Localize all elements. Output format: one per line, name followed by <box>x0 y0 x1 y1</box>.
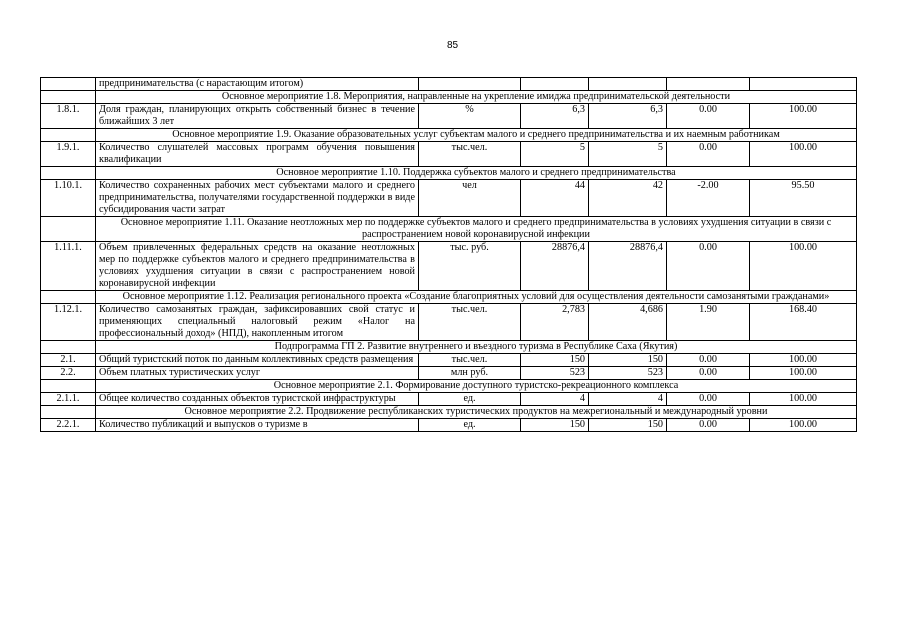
row-number: 2.2. <box>41 367 96 380</box>
section-row <box>41 167 857 180</box>
unit-of-measure: тыс.чел. <box>419 304 521 341</box>
deviation-value: 0.00 <box>667 393 750 406</box>
section-row <box>41 217 857 242</box>
deviation-value: 1.90 <box>667 304 750 341</box>
section-row <box>41 91 857 104</box>
row-number: 2.2.1. <box>41 419 96 432</box>
completion-percent: 100.00 <box>750 367 857 380</box>
section-row <box>41 129 857 142</box>
planned-value: 4 <box>521 393 589 406</box>
section-number-cell <box>41 341 96 354</box>
actual-value: 4 <box>589 393 667 406</box>
planned-value: 28876,4 <box>521 242 589 291</box>
table-row <box>41 393 857 406</box>
unit-of-measure: чел <box>419 180 521 217</box>
section-row <box>41 406 857 419</box>
completion-percent: 95.50 <box>750 180 857 217</box>
unit-of-measure: тыс. руб. <box>419 242 521 291</box>
table-row <box>41 367 857 380</box>
completion-percent: 100.00 <box>750 242 857 291</box>
row-number: 1.8.1. <box>41 104 96 129</box>
deviation-value: 0.00 <box>667 419 750 432</box>
table-row <box>41 180 857 217</box>
section-number-cell <box>41 291 96 304</box>
section-row <box>41 291 857 304</box>
indicator-name: Количество слушателей массовых программ обучения повышения квалификации <box>96 142 419 167</box>
actual-value: 150 <box>589 354 667 367</box>
section-title: Подпрограмма ГП 2. Развитие внутреннего и въездного туризма в Республике Саха (Якутия) <box>96 341 857 354</box>
completion-percent: 100.00 <box>750 104 857 129</box>
row-number: 1.11.1. <box>41 242 96 291</box>
completion-percent: 100.00 <box>750 393 857 406</box>
deviation-value: 0.00 <box>667 142 750 167</box>
planned-value: 6,3 <box>521 104 589 129</box>
planned-value: 2,783 <box>521 304 589 341</box>
section-row <box>41 341 857 354</box>
actual-value: 5 <box>589 142 667 167</box>
completion-percent: 100.00 <box>750 354 857 367</box>
section-number-cell <box>41 217 96 242</box>
deviation-value: 0.00 <box>667 367 750 380</box>
section-title: Основное мероприятие 2.2. Продвижение республиканских туристических продуктов на межрегиональный и международный уровни <box>96 406 857 419</box>
section-number-cell <box>41 129 96 142</box>
indicator-name: Общее количество созданных объектов туристской инфраструктуры <box>96 393 419 406</box>
unit-of-measure: млн руб. <box>419 367 521 380</box>
planned-value: 150 <box>521 354 589 367</box>
continuation-text: предпринимательства (с нарастающим итогом) <box>96 78 419 91</box>
table-row <box>41 142 857 167</box>
completion-percent: 100.00 <box>750 142 857 167</box>
table-row <box>41 419 857 432</box>
completion-percent: 168.40 <box>750 304 857 341</box>
indicator-name: Объем платных туристических услуг <box>96 367 419 380</box>
page-number: 85 <box>446 40 459 51</box>
table-row <box>41 354 857 367</box>
row-number: 1.9.1. <box>41 142 96 167</box>
section-number-cell <box>41 380 96 393</box>
section-row <box>41 380 857 393</box>
indicator-name: Количество самозанятых граждан, зафиксировавших свой статус и применяющих специальный налоговый режим «Налог на профессиональный доход» (НПД), накопленным итогом <box>96 304 419 341</box>
actual-value: 150 <box>589 419 667 432</box>
planned-value: 5 <box>521 142 589 167</box>
actual-value: 28876,4 <box>589 242 667 291</box>
deviation-value: 0.00 <box>667 354 750 367</box>
actual-value: 42 <box>589 180 667 217</box>
planned-value: 44 <box>521 180 589 217</box>
continuation-row <box>41 78 857 91</box>
unit-of-measure: ед. <box>419 393 521 406</box>
section-title: Основное мероприятие 2.1. Формирование доступного туристско-рекреационного комплекса <box>96 380 857 393</box>
deviation-value: 0.00 <box>667 104 750 129</box>
unit-of-measure: тыс.чел. <box>419 142 521 167</box>
row-number: 2.1.1. <box>41 393 96 406</box>
row-number: 1.10.1. <box>41 180 96 217</box>
indicator-name: Доля граждан, планирующих открыть собственный бизнес в течение ближайших 3 лет <box>96 104 419 129</box>
table-row <box>41 242 857 291</box>
indicator-name: Общий туристский поток по данным коллективных средств размещения <box>96 354 419 367</box>
section-title: Основное мероприятие 1.8. Мероприятия, направленные на укрепление имиджа предпринимательской деятельности <box>96 91 857 104</box>
section-title: Основное мероприятие 1.10. Поддержка субъектов малого и среднего предпринимательства <box>96 167 857 180</box>
section-number-cell <box>41 91 96 104</box>
unit-of-measure: тыс.чел. <box>419 354 521 367</box>
actual-value: 523 <box>589 367 667 380</box>
row-number: 2.1. <box>41 354 96 367</box>
section-title: Основное мероприятие 1.12. Реализация регионального проекта «Создание благоприятных условий для осуществления деятельности самозанятыми гражданами» <box>96 291 857 304</box>
actual-value: 6,3 <box>589 104 667 129</box>
actual-value: 4,686 <box>589 304 667 341</box>
section-number-cell <box>41 167 96 180</box>
unit-of-measure: ед. <box>419 419 521 432</box>
planned-value: 523 <box>521 367 589 380</box>
indicator-name: Количество сохраненных рабочих мест субъектами малого и среднего предпринимательства, получателями государственной поддержки в виде субсидирования части затрат <box>96 180 419 217</box>
table-row <box>41 304 857 341</box>
deviation-value: 0.00 <box>667 242 750 291</box>
deviation-value: -2.00 <box>667 180 750 217</box>
section-title: Основное мероприятие 1.11. Оказание неотложных мер по поддержке субъектов малого и среднего предпринимательства в условиях ухудшения ситуации в связи с распространением новой коронавирусной инфекции <box>96 217 857 242</box>
indicators-table <box>40 77 857 432</box>
indicator-name: Количество публикаций и выпусков о туризме в <box>96 419 419 432</box>
planned-value: 150 <box>521 419 589 432</box>
section-number-cell <box>41 406 96 419</box>
unit-of-measure: % <box>419 104 521 129</box>
row-number: 1.12.1. <box>41 304 96 341</box>
completion-percent: 100.00 <box>750 419 857 432</box>
section-title: Основное мероприятие 1.9. Оказание образовательных услуг субъектам малого и среднего предпринимательства и их наемным работникам <box>96 129 857 142</box>
table-row <box>41 104 857 129</box>
indicator-name: Объем привлеченных федеральных средств на оказание неотложных мер по поддержке субъектов малого и среднего предпринимательства в условиях ухудшения ситуации в связи с распространением новой коронавирусной инфекции <box>96 242 419 291</box>
